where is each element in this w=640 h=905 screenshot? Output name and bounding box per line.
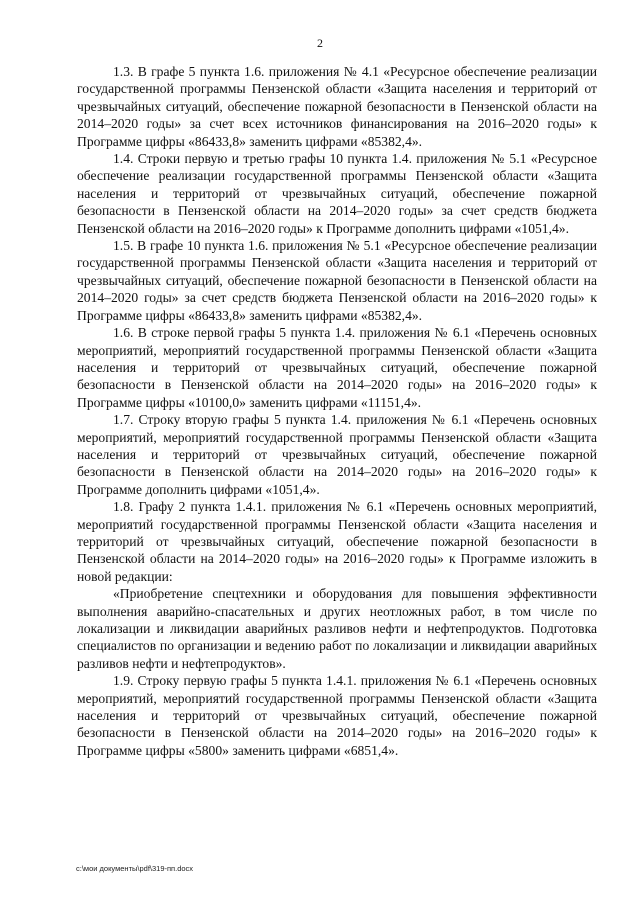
paragraph-1-8: 1.8. Графу 2 пункта 1.4.1. приложения № 6.1 «Перечень основных мероприятий, мероприятий государственной программы Пензенской области «Защита населения и территорий от чрезвычайных ситуаций, обеспечение пожарной безопасности в Пензенской области на 2014–2020 годы» на 2016–2020 годы» к Программе изложить в новой редакции:: [77, 499, 597, 584]
document-body: [77, 63, 597, 759]
paragraph-1-9: 1.9. Строку первую графы 5 пункта 1.4.1. приложения № 6.1 «Перечень основных мероприятий, мероприятий государственной программы Пензенской области «Защита населения и территорий от чрезвычайных ситуаций, обеспечение пожарной безопасности в Пензенской области на 2014–2020 годы» на 2016–2020 годы» к Программе цифры «5800» заменить цифрами «6851,4».: [77, 673, 597, 758]
paragraph-1-4: 1.4. Строки первую и третью графы 10 пункта 1.4. приложения № 5.1 «Ресурсное обеспечение реализации государственной программы Пензенской области «Защита населения и территорий от чрезвычайных ситуаций, обеспечение пожарной безопасности в Пензенской области на 2014–2020 годы» за счет средств бюджета Пензенской области на 2016–2020 годы» к Программе дополнить цифрами «1051,4».: [77, 151, 597, 236]
paragraph-1-5: 1.5. В графе 10 пункта 1.6. приложения № 5.1 «Ресурсное обеспечение реализации государственной программы Пензенской области «Защита населения и территорий от чрезвычайных ситуаций, обеспечение пожарной безопасности в Пензенской области на 2014–2020 годы» за счет средств бюджета Пензенской области на 2016–2020 годы» к Программе цифры «86433,8» заменить цифрами «85382,4».: [77, 238, 597, 323]
paragraph-1-7: 1.7. Строку вторую графы 5 пункта 1.4. приложения № 6.1 «Перечень основных мероприятий, мероприятий государственной программы Пензенской области «Защита населения и территорий от чрезвычайных ситуаций, обеспечение пожарной безопасности в Пензенской области на 2014–2020 годы» на 2016–2020 годы» к Программе дополнить цифрами «1051,4».: [77, 412, 597, 497]
page-number: 2: [317, 36, 323, 50]
paragraph-1-6: 1.6. В строке первой графы 5 пункта 1.4. приложения № 6.1 «Перечень основных мероприятий, мероприятий государственной программы Пензенской области «Защита населения и территорий от чрезвычайных ситуаций, обеспечение пожарной безопасности в Пензенской области на 2014–2020 годы» на 2016–2020 годы» к Программе цифры «10100,0» заменить цифрами «11151,4».: [77, 325, 597, 410]
paragraph-1-3: 1.3. В графе 5 пункта 1.6. приложения № 4.1 «Ресурсное обеспечение реализации государственной программы Пензенской области «Защита населения и территорий от чрезвычайных ситуаций, обеспечение пожарной безопасности в Пензенской области на 2014–2020 годы» за счет всех источников финансирования на 2016–2020 годы» к Программе цифры «86433,8» заменить цифрами «85382,4».: [77, 64, 597, 149]
paragraph-new-wording: «Приобретение спецтехники и оборудования для повышения эффективности выполнения аварийно-спасательных и других неотложных работ, в том числе по локализации и ликвидации аварийных разливов нефти и нефтепродуктов. Подготовка специалистов по организации и ведению работ по локализации и ликвидации аварийных разливов нефти и нефтепродуктов».: [77, 586, 597, 671]
footer-file-path: c:\мои документы\pdf\319-пп.docx: [76, 864, 194, 873]
